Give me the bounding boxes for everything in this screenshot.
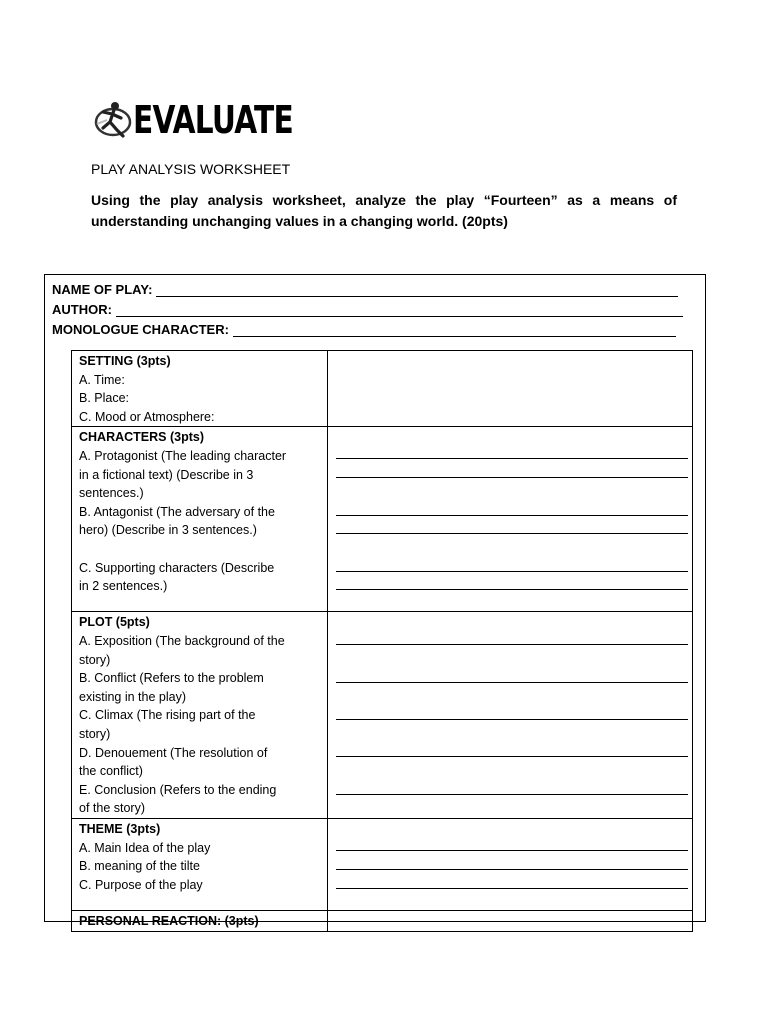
setting-item: B. Place: <box>79 391 130 406</box>
answer-line[interactable] <box>336 794 688 795</box>
characters-item: A. Protagonist (The leading character <box>79 448 287 463</box>
characters-item: in a fictional text) (Describe in 3 <box>79 467 254 482</box>
author-label: AUTHOR: <box>52 302 112 317</box>
answer-line[interactable] <box>336 571 688 572</box>
monologue-character-field[interactable] <box>233 324 676 337</box>
theme-item: A. Main Idea of the play <box>79 840 211 855</box>
answer-line[interactable] <box>336 756 688 757</box>
answer-line[interactable] <box>336 589 688 590</box>
plot-answer[interactable] <box>328 612 693 819</box>
logo-text: EVALUATE <box>133 98 293 142</box>
setting-cell <box>72 351 328 427</box>
plot-item: A. Exposition (The background of the <box>79 633 285 648</box>
answer-line[interactable] <box>336 477 688 478</box>
plot-cell <box>72 612 328 819</box>
plot-title: PLOT (5pts) <box>79 615 150 630</box>
worksheet-frame <box>44 274 706 928</box>
answer-line[interactable] <box>336 515 688 516</box>
analysis-table <box>71 350 693 932</box>
plot-item: story) <box>79 726 111 741</box>
instruction-text: Using the play analysis worksheet, analyze the play “Fourteen” as a means of understanding unchanging values in a changing world. (20pts) <box>91 192 677 229</box>
plot-row <box>72 612 693 819</box>
setting-answer[interactable] <box>328 351 693 427</box>
characters-item: B. Antagonist (The adversary of the <box>79 504 275 519</box>
monologue-character-label: MONOLOGUE CHARACTER: <box>52 322 229 337</box>
characters-answer[interactable] <box>328 427 693 612</box>
plot-item: E. Conclusion (Refers to the ending <box>79 782 277 797</box>
plot-item: D. Denouement (The resolution of <box>79 745 268 760</box>
reaction-title: PERSONAL REACTION: (3pts) <box>79 913 259 928</box>
runner-logo-icon <box>93 98 137 142</box>
characters-item: C. Supporting characters (Describe <box>79 560 275 575</box>
theme-answer[interactable] <box>328 818 693 910</box>
plot-item: C. Climax (The rising part of the <box>79 708 256 723</box>
plot-item: of the story) <box>79 801 145 816</box>
theme-item: B. meaning of the tilte <box>79 859 200 874</box>
setting-item: A. Time: <box>79 372 125 387</box>
characters-title: CHARACTERS (3pts) <box>79 430 204 445</box>
characters-cell <box>72 427 328 612</box>
characters-item: in 2 sentences.) <box>79 579 168 594</box>
characters-row <box>72 427 693 612</box>
author-row <box>52 297 683 317</box>
setting-row <box>72 351 693 427</box>
answer-line[interactable] <box>336 719 688 720</box>
characters-item: sentences.) <box>79 486 144 501</box>
answer-line[interactable] <box>336 869 688 870</box>
reaction-answer[interactable] <box>328 910 693 931</box>
setting-item: C. Mood or Atmosphere: <box>79 409 215 424</box>
plot-item: story) <box>79 652 111 667</box>
theme-title: THEME (3pts) <box>79 821 161 836</box>
reaction-row <box>72 910 693 931</box>
reaction-cell <box>72 910 328 931</box>
plot-item: B. Conflict (Refers to the problem <box>79 671 264 686</box>
answer-line[interactable] <box>336 458 688 459</box>
theme-item: C. Purpose of the play <box>79 877 203 892</box>
worksheet-title: PLAY ANALYSIS WORKSHEET <box>91 161 291 177</box>
answer-line[interactable] <box>336 644 688 645</box>
name-of-play-row <box>52 277 683 297</box>
name-of-play-label: NAME OF PLAY: <box>52 282 153 297</box>
setting-title: SETTING (3pts) <box>79 354 171 368</box>
monologue-character-row <box>52 317 683 337</box>
author-field[interactable] <box>116 304 683 317</box>
name-of-play-field[interactable] <box>156 284 678 297</box>
theme-row <box>72 818 693 910</box>
evaluate-logo <box>93 98 338 142</box>
characters-item: hero) (Describe in 3 sentences.) <box>79 523 257 538</box>
answer-line[interactable] <box>336 850 688 851</box>
plot-item: the conflict) <box>79 764 143 779</box>
answer-line[interactable] <box>336 888 688 889</box>
header-fields <box>52 277 683 337</box>
answer-line[interactable] <box>336 682 688 683</box>
plot-item: existing in the play) <box>79 689 187 704</box>
answer-line[interactable] <box>336 533 688 534</box>
theme-cell <box>72 818 328 910</box>
